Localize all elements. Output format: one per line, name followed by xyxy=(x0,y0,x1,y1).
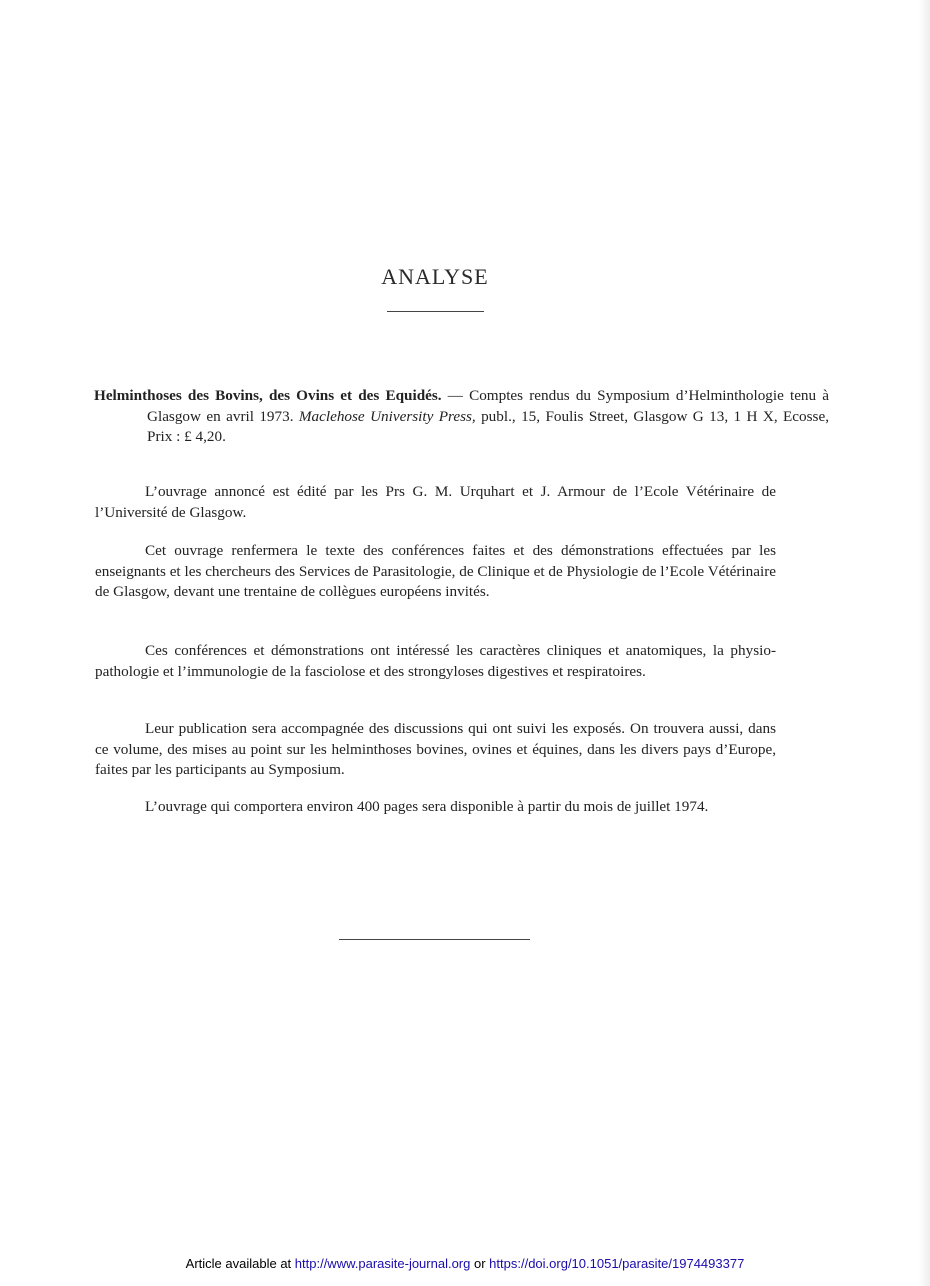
paragraph-2 xyxy=(95,541,776,603)
footer-middle: or xyxy=(470,1256,490,1271)
page-title: ANALYSE xyxy=(381,264,489,289)
paragraph-5 xyxy=(95,797,776,818)
footer-availability xyxy=(0,1256,930,1271)
paragraph-2-text: Cet ouvrage renfermera le texte des conférences faites et des démonstrations effectuées par les enseignants et les chercheurs des Services de Parasitologie, de Clinique et de Physiologie de l’Ecole Vétérinaire de Glasgow, devant une trentaine de collègues européens invités. xyxy=(95,542,776,600)
end-divider xyxy=(339,939,530,940)
paragraph-1 xyxy=(95,482,776,523)
paragraph-3 xyxy=(95,641,776,682)
doi-link[interactable]: https://doi.org/10.1051/parasite/1974493377 xyxy=(489,1256,745,1271)
footer-prefix: Article available at xyxy=(185,1256,295,1271)
reference-description: — Comptes rendus du Symposium d’Helminthologie tenu à Glasgow en avril 1973. xyxy=(147,387,829,425)
reference-title: Helminthoses des Bovins, des Ovins et des Equidés. xyxy=(94,387,442,404)
paragraph-3-text: Ces conférences et démonstrations ont intéressé les caractères cliniques et anatomiques, la physio-pathologie et l’immunologie de la fasciolose et des strongyloses digestives et respiratoires. xyxy=(95,642,776,680)
paragraph-5-text: L’ouvrage qui comportera environ 400 pages sera disponible à partir du mois de juillet 1974. xyxy=(145,798,709,815)
reference-publisher: Maclehose University Press, xyxy=(298,407,476,425)
journal-link[interactable]: http://www.parasite-journal.org xyxy=(294,1256,471,1271)
paragraph-4 xyxy=(95,719,776,781)
paragraph-1-text: L’ouvrage annoncé est édité par les Prs G. M. Urquhart et J. Armour de l’Ecole Vétérinaire de l’Université de Glasgow. xyxy=(95,483,776,521)
bibliographic-reference xyxy=(94,386,829,448)
reference-details: publ., 15, Foulis Street, Glasgow G 13, 1 H X, Ecosse, Prix : £ 4,20. xyxy=(147,407,829,445)
page-edge-shadow xyxy=(918,0,930,1286)
paragraph-4-text: Leur publication sera accompagnée des discussions qui ont suivi les exposés. On trouvera aussi, dans ce volume, des mises au point sur les helminthoses bovines, ovines et équines, dans les divers pays d’Europe, faites par les participants au Symposium. xyxy=(95,720,776,778)
title-divider xyxy=(387,311,484,312)
